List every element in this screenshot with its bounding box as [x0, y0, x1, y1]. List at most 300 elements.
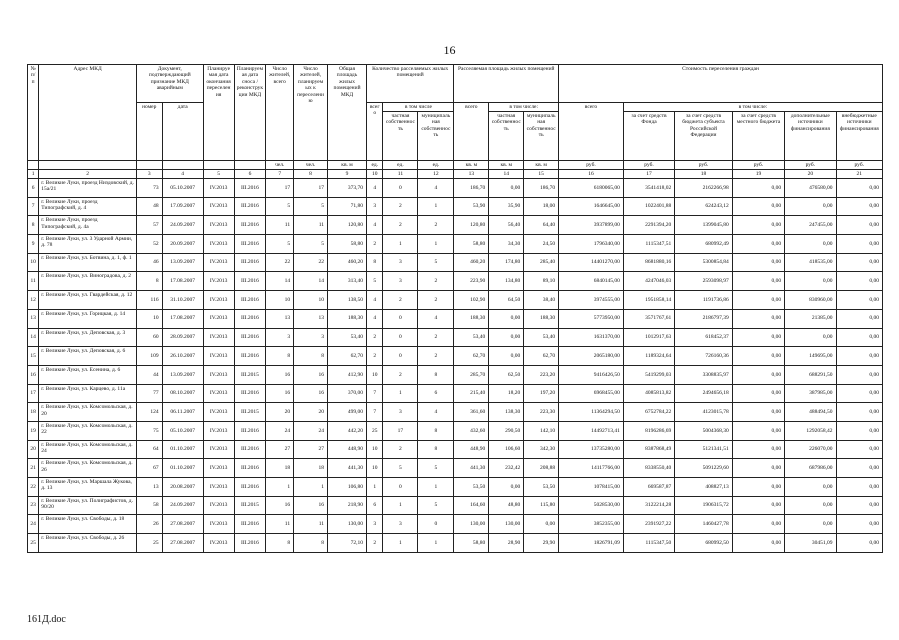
address-cell: г. Великие Луки, ул. Горицкая, д. 14 [39, 309, 137, 328]
area-total-cell: 58,80 [454, 235, 489, 254]
doc-date-cell: 20.08.2007 [162, 478, 203, 497]
cost-region-cell: 1906315,72 [675, 496, 733, 515]
area-municipal-cell: 208,88 [524, 459, 559, 478]
plan-resettle-cell: IV.2013 [203, 179, 234, 198]
units-private-cell: 0 [383, 328, 418, 347]
units-private-cell: 2 [383, 440, 418, 459]
cost-extra-cell: 149695,00 [785, 347, 836, 366]
area-total-cell: 460,20 [454, 253, 489, 272]
residents-total-cell: 11 [266, 216, 294, 235]
cost-total-cell: 3852355,00 [559, 515, 624, 534]
area-municipal-cell: 342,30 [524, 440, 559, 459]
column-number: 5 [203, 170, 234, 179]
header-cost-fund: за счет средств Фонда [623, 112, 674, 161]
plan-demolish-cell: III.2016 [234, 216, 266, 235]
cost-fund-cell: 8387868,49 [623, 440, 674, 459]
address-cell: г. Великие Луки, проезд Типографский, д. 4 [39, 197, 137, 216]
cost-local-cell: 0,00 [732, 515, 784, 534]
unit-cell: руб. [836, 161, 882, 170]
footer-filename: 161Д.doc [27, 614, 66, 625]
cost-offbudget-cell: 0,00 [836, 515, 882, 534]
residents-total-cell: 20 [266, 403, 294, 422]
cost-region-cell: 2162266,98 [675, 179, 733, 198]
area-private-cell: 106,60 [489, 440, 524, 459]
cost-extra-cell: 387985,00 [785, 384, 836, 403]
unit-cell: кв. м [524, 161, 559, 170]
cost-extra-cell: 0,00 [785, 478, 836, 497]
units-private-cell: 1 [383, 235, 418, 254]
doc-date-cell: 13.09.2007 [162, 365, 203, 384]
doc-date-cell: 01.10.2007 [162, 440, 203, 459]
address-cell: г. Великие Луки, ул. Деповская, д. 3 [39, 328, 137, 347]
units-municipal-cell: 5 [418, 459, 454, 478]
doc-date-cell: 24.09.2007 [162, 216, 203, 235]
area-private-cell: 0,00 [489, 179, 524, 198]
cost-fund-cell: 8681880,16 [623, 253, 674, 272]
units-private-cell: 2 [383, 197, 418, 216]
cost-total-cell: 1078415,00 [559, 478, 624, 497]
header-residents-planned: Число жителей, планируемых к переселению [294, 65, 328, 161]
plan-demolish-cell: III.2016 [234, 253, 266, 272]
area-municipal-cell: 89,10 [524, 272, 559, 291]
units-municipal-cell: 8 [418, 365, 454, 384]
cost-offbudget-cell: 0,00 [836, 459, 882, 478]
column-number: 12 [418, 170, 454, 179]
table-row [28, 347, 883, 366]
total-area-cell: 53,40 [328, 328, 367, 347]
cost-total-cell: 1631370,00 [559, 328, 624, 347]
cost-fund-cell: 3541418,02 [623, 179, 674, 198]
area-private-cell: 174,80 [489, 253, 524, 272]
units-total-cell: 3 [367, 515, 383, 534]
plan-demolish-cell: III.2016 [234, 515, 266, 534]
column-number: 11 [383, 170, 418, 179]
residents-total-cell: 11 [266, 515, 294, 534]
residents-planned-cell: 20 [294, 403, 328, 422]
doc-date-cell: 27.08.2007 [162, 515, 203, 534]
plan-resettle-cell: IV.2013 [203, 459, 234, 478]
cost-local-cell: 0,00 [732, 272, 784, 291]
area-municipal-cell: 188,30 [524, 309, 559, 328]
plan-demolish-cell: III.2016 [234, 179, 266, 198]
doc-number-cell: 64 [136, 440, 162, 459]
plan-resettle-cell: IV.2013 [203, 384, 234, 403]
address-cell: г. Великие Луки, ул. Гвардейская, д. 12 [39, 291, 137, 310]
column-number: 3 [136, 170, 162, 179]
cost-region-cell: 680992,50 [675, 534, 733, 553]
area-total-cell: 448,90 [454, 440, 489, 459]
address-cell: г. Великие Луки, ул. Карцево, д. 11а [39, 384, 137, 403]
cost-total-cell: 3937899,00 [559, 216, 624, 235]
plan-resettle-cell: IV.2013 [203, 347, 234, 366]
column-number: 13 [454, 170, 489, 179]
row-number: 19 [28, 421, 39, 440]
row-number: 22 [28, 478, 39, 497]
column-number: 7 [266, 170, 294, 179]
header-units-municipal: муниципальная собственность [418, 112, 454, 161]
plan-demolish-cell: III.2015 [234, 365, 266, 384]
column-number: 8 [294, 170, 328, 179]
table-row [28, 384, 883, 403]
cost-region-cell: 618452,37 [675, 328, 733, 347]
residents-planned-cell: 13 [294, 309, 328, 328]
column-number: 17 [623, 170, 674, 179]
area-municipal-cell: 24,50 [524, 235, 559, 254]
table-body [28, 179, 883, 553]
plan-resettle-cell: IV.2013 [203, 309, 234, 328]
doc-number-cell: 52 [136, 235, 162, 254]
doc-number-cell: 25 [136, 534, 162, 553]
total-area-cell: 71,80 [328, 197, 367, 216]
unit-cell: руб. [623, 161, 674, 170]
table-row [28, 291, 883, 310]
address-cell: г. Великие Луки, ул. Комсомольская, д. 20 [39, 403, 137, 422]
column-number: 1 [28, 170, 39, 179]
table-row [28, 496, 883, 515]
table-row [28, 440, 883, 459]
units-total-cell: 7 [367, 384, 383, 403]
residents-planned-cell: 18 [294, 459, 328, 478]
address-cell: г. Великие Луки, ул. Полиграфистов, д. 90/20 [39, 496, 137, 515]
area-private-cell: 48,80 [489, 496, 524, 515]
units-total-cell: 4 [367, 291, 383, 310]
units-private-cell: 3 [383, 403, 418, 422]
doc-number-cell: 46 [136, 253, 162, 272]
cost-fund-cell: 1022401,88 [623, 197, 674, 216]
column-number: 21 [836, 170, 882, 179]
cost-offbudget-cell: 0,00 [836, 534, 882, 553]
cost-local-cell: 0,00 [732, 197, 784, 216]
plan-resettle-cell: IV.2013 [203, 365, 234, 384]
doc-number-cell: 60 [136, 328, 162, 347]
plan-resettle-cell: IV.2013 [203, 253, 234, 272]
residents-planned-cell: 11 [294, 216, 328, 235]
address-cell: г. Великие Луки, ул. Маршала Жукова, д. 13 [39, 478, 137, 497]
total-area-cell: 188,30 [328, 309, 367, 328]
cost-total-cell: 11364294,50 [559, 403, 624, 422]
cost-extra-cell: 30451,09 [785, 534, 836, 553]
row-number: 20 [28, 440, 39, 459]
header-cost-incl: в том числе: [623, 103, 882, 112]
units-municipal-cell: 5 [418, 496, 454, 515]
area-private-cell: 0,00 [489, 309, 524, 328]
cost-region-cell: 2186797,39 [675, 309, 733, 328]
units-municipal-cell: 1 [418, 235, 454, 254]
units-private-cell: 0 [383, 309, 418, 328]
residents-planned-cell: 5 [294, 235, 328, 254]
units-total-cell: 7 [367, 403, 383, 422]
cost-local-cell: 0,00 [732, 384, 784, 403]
units-municipal-cell: 1 [418, 197, 454, 216]
table-row [28, 216, 883, 235]
cost-fund-cell: 1115347,50 [623, 534, 674, 553]
total-area-cell: 373,70 [328, 179, 367, 198]
area-municipal-cell: 285,40 [524, 253, 559, 272]
area-municipal-cell: 186,70 [524, 179, 559, 198]
doc-number-cell: 116 [136, 291, 162, 310]
units-private-cell: 1 [383, 534, 418, 553]
residents-total-cell: 18 [266, 459, 294, 478]
cost-total-cell: 2065180,00 [559, 347, 624, 366]
units-total-cell: 8 [367, 253, 383, 272]
header-units-total: всего [367, 103, 383, 161]
area-municipal-cell: 0,00 [524, 515, 559, 534]
area-total-cell: 53,50 [454, 478, 489, 497]
residents-planned-cell: 3 [294, 328, 328, 347]
row-number: 16 [28, 365, 39, 384]
header-address: Адрес МКД [39, 65, 137, 161]
units-total-cell: 10 [367, 440, 383, 459]
cost-extra-cell: 21385,00 [785, 309, 836, 328]
resettlement-table [27, 64, 883, 553]
address-cell: г. Великие Луки, ул. Комсомольская, д. 24 [39, 440, 137, 459]
cost-fund-cell: 8338550,40 [623, 459, 674, 478]
doc-number-cell: 75 [136, 421, 162, 440]
column-number: 6 [234, 170, 266, 179]
units-municipal-cell: 2 [418, 328, 454, 347]
header-doc-number: номер [136, 103, 162, 161]
column-number: 4 [162, 170, 203, 179]
cost-extra-cell: 247455,00 [785, 216, 836, 235]
residents-planned-cell: 16 [294, 384, 328, 403]
units-private-cell: 3 [383, 253, 418, 272]
residents-planned-cell: 5 [294, 197, 328, 216]
row-number: 9 [28, 235, 39, 254]
residents-planned-cell: 10 [294, 291, 328, 310]
residents-total-cell: 1 [266, 478, 294, 497]
table-row [28, 515, 883, 534]
residents-planned-cell: 8 [294, 534, 328, 553]
residents-total-cell: 5 [266, 235, 294, 254]
column-numbers-row [28, 170, 883, 179]
cost-fund-cell: 1115347,51 [623, 235, 674, 254]
table-row [28, 534, 883, 553]
cost-total-cell: 6180065,00 [559, 179, 624, 198]
cost-local-cell: 0,00 [732, 459, 784, 478]
plan-demolish-cell: III.2016 [234, 235, 266, 254]
cost-local-cell: 0,00 [732, 179, 784, 198]
cost-extra-cell: 0,00 [785, 197, 836, 216]
cost-fund-cell: 1012917,63 [623, 328, 674, 347]
units-municipal-cell: 8 [418, 421, 454, 440]
row-number: 23 [28, 496, 39, 515]
header-total-area: Общая площадь жилых помещений МКД [328, 65, 367, 161]
units-private-cell: 3 [383, 272, 418, 291]
area-municipal-cell: 29,90 [524, 534, 559, 553]
cost-extra-cell: 226070,00 [785, 440, 836, 459]
row-number: 15 [28, 347, 39, 366]
table-row [28, 365, 883, 384]
cost-local-cell: 0,00 [732, 309, 784, 328]
units-total-cell: 10 [367, 459, 383, 478]
residents-planned-cell: 1 [294, 478, 328, 497]
plan-resettle-cell: IV.2013 [203, 515, 234, 534]
residents-total-cell: 3 [266, 328, 294, 347]
doc-number-cell: 13 [136, 478, 162, 497]
doc-date-cell: 31.10.2007 [162, 291, 203, 310]
doc-number-cell: 8 [136, 272, 162, 291]
cost-region-cell: 624243,12 [675, 197, 733, 216]
cost-offbudget-cell: 0,00 [836, 403, 882, 422]
cost-fund-cell: 669587,87 [623, 478, 674, 497]
header-no: № п/п [28, 65, 39, 161]
cost-local-cell: 0,00 [732, 216, 784, 235]
row-number: 7 [28, 197, 39, 216]
cost-offbudget-cell: 0,00 [836, 440, 882, 459]
header-document: Документ, подтверждающий признание МКД аварийным [136, 65, 203, 103]
area-total-cell: 361,60 [454, 403, 489, 422]
units-municipal-cell: 1 [418, 534, 454, 553]
doc-date-cell: 17.08.2007 [162, 272, 203, 291]
area-private-cell: 62,50 [489, 365, 524, 384]
doc-number-cell: 48 [136, 197, 162, 216]
cost-fund-cell: 2291394,20 [623, 216, 674, 235]
doc-date-cell: 17.08.2007 [162, 309, 203, 328]
residents-planned-cell: 11 [294, 515, 328, 534]
doc-date-cell: 01.10.2007 [162, 459, 203, 478]
residents-planned-cell: 8 [294, 347, 328, 366]
plan-resettle-cell: IV.2013 [203, 235, 234, 254]
cost-extra-cell: 688291,50 [785, 365, 836, 384]
column-number: 10 [367, 170, 383, 179]
plan-demolish-cell: III.2015 [234, 496, 266, 515]
row-number: 21 [28, 459, 39, 478]
column-number: 9 [328, 170, 367, 179]
plan-demolish-cell: III.2016 [234, 272, 266, 291]
area-private-cell: 290,50 [489, 421, 524, 440]
doc-number-cell: 124 [136, 403, 162, 422]
header-area-total: всего [454, 103, 489, 161]
cost-fund-cell: 3571767,61 [623, 309, 674, 328]
plan-resettle-cell: IV.2013 [203, 534, 234, 553]
total-area-cell: 130,00 [328, 515, 367, 534]
total-area-cell: 72,10 [328, 534, 367, 553]
cost-offbudget-cell: 0,00 [836, 309, 882, 328]
units-total-cell: 6 [367, 496, 383, 515]
cost-total-cell: 3974555,00 [559, 291, 624, 310]
header-area-municipal: муниципальная собственность [524, 112, 559, 161]
units-total-cell: 2 [367, 235, 383, 254]
cost-local-cell: 0,00 [732, 328, 784, 347]
area-private-cell: 134,80 [489, 272, 524, 291]
plan-demolish-cell: III.2016 [234, 291, 266, 310]
cost-local-cell: 0,00 [732, 291, 784, 310]
residents-total-cell: 22 [266, 253, 294, 272]
area-private-cell: 18,20 [489, 384, 524, 403]
plan-resettle-cell: IV.2013 [203, 291, 234, 310]
row-number: 24 [28, 515, 39, 534]
units-private-cell: 17 [383, 421, 418, 440]
cost-offbudget-cell: 0,00 [836, 347, 882, 366]
address-cell: г. Великие Луки, проезд Типографский, д. 4а [39, 216, 137, 235]
residents-total-cell: 16 [266, 365, 294, 384]
table-row [28, 235, 883, 254]
cost-local-cell: 0,00 [732, 440, 784, 459]
area-total-cell: 53,90 [454, 197, 489, 216]
units-total-cell: 3 [367, 197, 383, 216]
row-number: 10 [28, 253, 39, 272]
cost-offbudget-cell: 0,00 [836, 384, 882, 403]
column-number: 20 [785, 170, 836, 179]
units-municipal-cell: 2 [418, 216, 454, 235]
units-total-cell: 4 [367, 309, 383, 328]
area-total-cell: 441,30 [454, 459, 489, 478]
row-number: 11 [28, 272, 39, 291]
area-private-cell: 138,30 [489, 403, 524, 422]
units-private-cell: 0 [383, 478, 418, 497]
header-area-private: частная собственность [489, 112, 524, 161]
cost-total-cell: 14401270,00 [559, 253, 624, 272]
units-total-cell: 10 [367, 365, 383, 384]
cost-extra-cell: 476580,00 [785, 179, 836, 198]
area-municipal-cell: 223,20 [524, 365, 559, 384]
header-units-count: Количество расселяемых жилых помещений [367, 65, 454, 103]
area-total-cell: 223,90 [454, 272, 489, 291]
cost-region-cell: 1399045,80 [675, 216, 733, 235]
area-private-cell: 0,00 [489, 328, 524, 347]
header-area-resettled: Расселяемая площадь жилых помещений [454, 65, 559, 103]
row-number: 17 [28, 384, 39, 403]
table-row [28, 459, 883, 478]
header-cost-region: за счет средств бюджета субъекта Российской Федерации [675, 112, 733, 161]
plan-demolish-cell: III.2016 [234, 309, 266, 328]
cost-total-cell: 1796340,00 [559, 235, 624, 254]
unit-cell: руб. [559, 161, 624, 170]
unit-cell: руб. [675, 161, 733, 170]
residents-total-cell: 5 [266, 197, 294, 216]
cost-local-cell: 0,00 [732, 421, 784, 440]
units-total-cell: 2 [367, 534, 383, 553]
unit-cell: ед. [418, 161, 454, 170]
total-area-cell: 442,20 [328, 421, 367, 440]
cost-fund-cell: 1189324,64 [623, 347, 674, 366]
row-number: 8 [28, 216, 39, 235]
residents-total-cell: 16 [266, 496, 294, 515]
units-municipal-cell: 5 [418, 253, 454, 272]
unit-cell: чел. [294, 161, 328, 170]
units-private-cell: 0 [383, 179, 418, 198]
plan-resettle-cell: IV.2013 [203, 197, 234, 216]
area-municipal-cell: 53,50 [524, 478, 559, 497]
unit-cell: ед. [383, 161, 418, 170]
units-total-cell: 1 [367, 478, 383, 497]
plan-demolish-cell: III.2016 [234, 197, 266, 216]
row-number: 18 [28, 403, 39, 422]
cost-local-cell: 0,00 [732, 253, 784, 272]
area-municipal-cell: 38,40 [524, 291, 559, 310]
residents-planned-cell: 24 [294, 421, 328, 440]
unit-cell: чел. [266, 161, 294, 170]
units-private-cell: 2 [383, 291, 418, 310]
units-municipal-cell: 0 [418, 515, 454, 534]
area-private-cell: 35,90 [489, 197, 524, 216]
unit-cell: руб. [785, 161, 836, 170]
header-plan-demolish: Планируемая дата сноса / реконструкции МКД [234, 65, 266, 161]
total-area-cell: 412,90 [328, 365, 367, 384]
cost-extra-cell: 488494,50 [785, 403, 836, 422]
header-units-incl: в том числе [383, 103, 454, 112]
residents-total-cell: 16 [266, 384, 294, 403]
doc-number-cell: 10 [136, 309, 162, 328]
residents-planned-cell: 16 [294, 496, 328, 515]
residents-total-cell: 8 [266, 534, 294, 553]
cost-region-cell: 1460427,78 [675, 515, 733, 534]
cost-offbudget-cell: 0,00 [836, 272, 882, 291]
cost-extra-cell: 0,00 [785, 272, 836, 291]
area-municipal-cell: 64,40 [524, 216, 559, 235]
cost-local-cell: 0,00 [732, 403, 784, 422]
area-total-cell: 62,70 [454, 347, 489, 366]
